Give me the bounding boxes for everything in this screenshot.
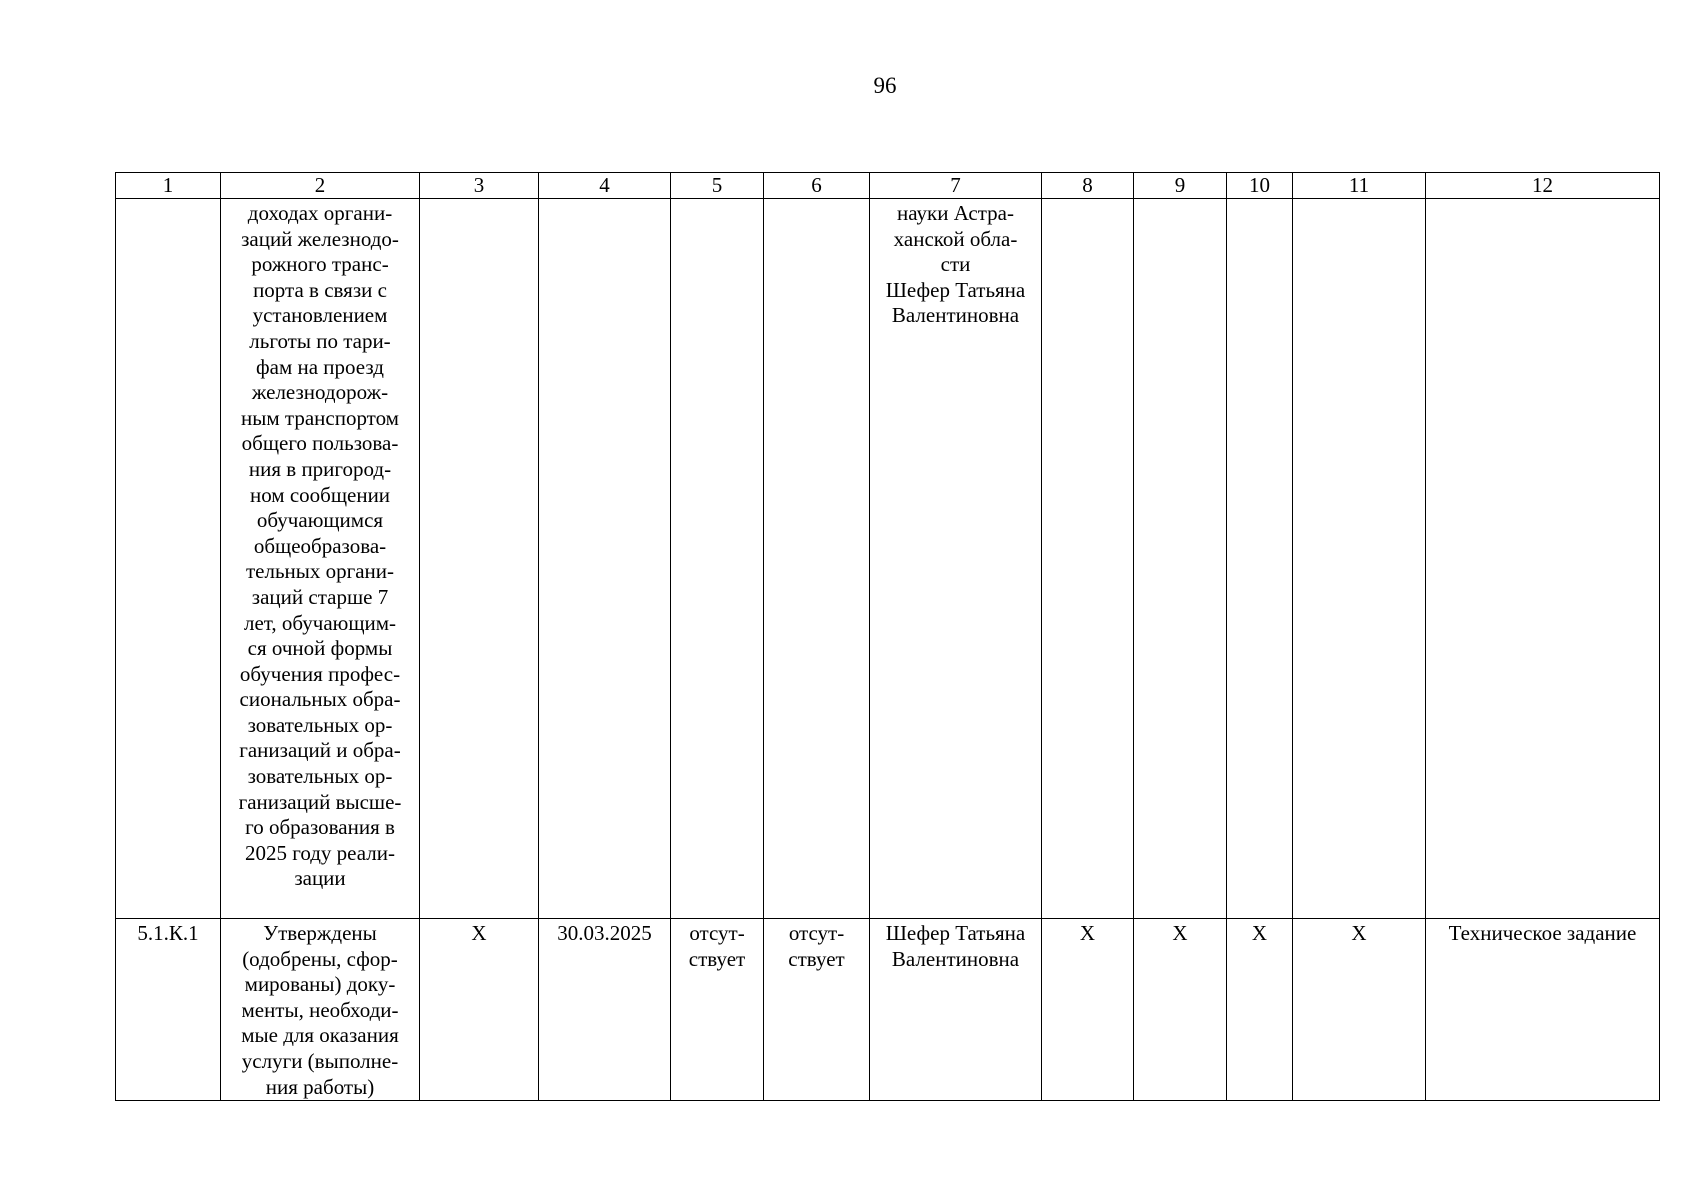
cell-col6	[764, 199, 870, 919]
cell-description: Утверждены (одобрены, сфор- мированы) доку- менты, необходи- мые для оказания услуги (выполне- ния работы)	[221, 919, 420, 1101]
cell-document	[1426, 199, 1660, 919]
cell-responsible: Шефер Татьяна Валентиновна	[870, 919, 1042, 1101]
column-header-11: 11	[1293, 173, 1426, 199]
cell-col10	[1227, 199, 1293, 919]
cell-number: 5.1.К.1	[116, 919, 221, 1101]
cell-document: Техническое задание	[1426, 919, 1660, 1101]
column-header-12: 12	[1426, 173, 1660, 199]
cell-col5	[671, 199, 764, 919]
plan-table	[115, 172, 1660, 1101]
column-header-6: 6	[764, 173, 870, 199]
table-header-row	[116, 173, 1660, 199]
cell-col11	[1293, 199, 1426, 919]
cell-description: доходах органи- заций железнодо- рожного транс- порта в связи с установлением льготы по тари- фам на проезд железнодорож- ным транспортом общего пользова- ния в пригород- ном сообщении обучающимся общеобразова- тельных органи- заций старше 7 лет, обучающим- ся очной формы обучения профес- сиональных обра- зовательных ор- ганизаций и обра- зовательных ор- ганизаций высше- го образования в 2025 году реали- зации	[221, 199, 420, 919]
cell-col3: X	[420, 919, 539, 1101]
column-header-4: 4	[539, 173, 671, 199]
cell-responsible: науки Астра- ханской обла- сти Шефер Татьяна Валентиновна	[870, 199, 1042, 919]
page-number: 96	[873, 73, 897, 98]
column-header-1: 1	[116, 173, 221, 199]
cell-col6: отсут- ствует	[764, 919, 870, 1101]
cell-col10: X	[1227, 919, 1293, 1101]
cell-col5: отсут- ствует	[671, 919, 764, 1101]
column-header-5: 5	[671, 173, 764, 199]
cell-col8: X	[1042, 919, 1134, 1101]
cell-col9: X	[1134, 919, 1227, 1101]
cell-col3	[420, 199, 539, 919]
cell-date: 30.03.2025	[539, 919, 671, 1101]
cell-col8	[1042, 199, 1134, 919]
column-header-8: 8	[1042, 173, 1134, 199]
table-row	[116, 919, 1660, 1101]
cell-date	[539, 199, 671, 919]
cell-col11: X	[1293, 919, 1426, 1101]
column-header-7: 7	[870, 173, 1042, 199]
column-header-9: 9	[1134, 173, 1227, 199]
cell-number	[116, 199, 221, 919]
column-header-3: 3	[420, 173, 539, 199]
table-row	[116, 199, 1660, 919]
cell-col9	[1134, 199, 1227, 919]
column-header-10: 10	[1227, 173, 1293, 199]
column-header-2: 2	[221, 173, 420, 199]
